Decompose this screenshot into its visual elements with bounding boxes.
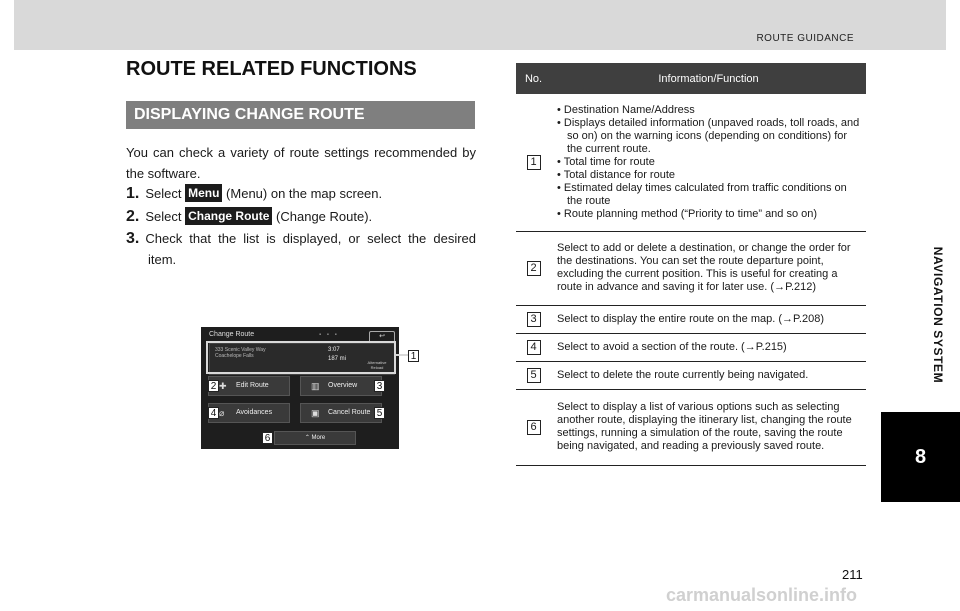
row-text: Select to display the entire route on the map. (→P.208): [551, 305, 866, 333]
row-text: Select to add or delete a destination, or change the order for the destinations. You can set the route departure point, excluding the current position. This is useful for creating a route in advance and saving it for later use. (→P.212): [551, 231, 866, 305]
section-subtitle: DISPLAYING CHANGE ROUTE: [126, 101, 475, 129]
button-label: Overview: [328, 382, 358, 389]
chapter-tab: [881, 50, 960, 611]
more-button[interactable]: ⌃ More: [274, 431, 356, 445]
table-row: [516, 333, 866, 361]
list-item: • Displays detailed information (unpaved roads, toll roads, and so on) on the warning icons (depending on conditions) for the current route.: [557, 117, 860, 156]
status-icons: ▪ ▪ ▪: [319, 332, 339, 338]
step-text: Select: [145, 186, 186, 201]
table-row: [516, 94, 866, 231]
step-2: [126, 206, 476, 227]
row-number: 1: [527, 155, 541, 170]
route-time: 3:07: [328, 347, 340, 353]
callout-6: 6: [262, 432, 273, 444]
function-table: [516, 63, 866, 466]
page-number: 211: [842, 567, 863, 582]
section-header: ROUTE GUIDANCE: [756, 33, 854, 44]
callout-2: 2: [208, 380, 219, 392]
list-item: • Total time for route: [557, 156, 860, 169]
callout-5: 5: [374, 407, 385, 419]
step-text: Select: [145, 209, 186, 224]
table-row: [516, 389, 866, 465]
step-text: (Change Route).: [272, 209, 373, 224]
list-item: • Destination Name/Address: [557, 104, 860, 117]
address-line-2: Coachelope Falls: [215, 353, 254, 359]
info-bullet-list: [557, 104, 860, 221]
overview-button[interactable]: [300, 376, 382, 396]
table-row: [516, 361, 866, 389]
table-row: [516, 231, 866, 305]
callout-3: 3: [374, 380, 385, 392]
row-number: 5: [527, 368, 541, 383]
list-item: • Estimated delay times calculated from traffic conditions on the route: [557, 182, 860, 208]
back-icon[interactable]: ↩: [369, 331, 395, 343]
column-header-no: No.: [516, 63, 551, 94]
map-icon: ▥: [311, 381, 320, 391]
row-text: Select to display a list of various options such as selecting another route, displaying the itinerary list, changing the route settings, running a simulation of the route, saving the route being navigated, and reading a previously saved route.: [551, 389, 866, 465]
step-number: 3.: [126, 230, 140, 247]
row-number: 2: [527, 261, 541, 276]
button-label: Edit Route: [236, 382, 269, 389]
header-bar: [14, 0, 946, 50]
column-header-info: Information/Function: [551, 63, 866, 94]
address-line-1: 333 Scenic Valley Way: [215, 347, 266, 353]
button-label: More: [311, 435, 326, 441]
callout-4: 4: [208, 407, 219, 419]
intro-text: You can check a variety of route settings recommended by the software.: [126, 145, 476, 181]
edit-route-icon: ✚: [219, 381, 227, 391]
page-title: ROUTE RELATED FUNCTIONS: [126, 58, 417, 80]
step-text: Check that the list is displayed, or select the desired item.: [145, 231, 476, 267]
list-item: • Total distance for route: [557, 169, 860, 182]
cancel-route-button[interactable]: [300, 403, 382, 423]
change-route-badge: Change Route: [185, 207, 272, 225]
step-number: 2.: [126, 208, 140, 225]
step-3: [126, 228, 476, 270]
watermark: carmanualsonline.info: [666, 585, 858, 605]
route-distance: 187 mi: [328, 356, 347, 362]
row-number: 3: [527, 312, 541, 327]
alternative-label: Alternative Reload: [367, 360, 387, 370]
button-label: Cancel Route: [328, 409, 371, 416]
chapter-number: 8: [881, 412, 960, 502]
row-number: 4: [527, 340, 541, 355]
row-number: 6: [527, 420, 541, 435]
step-1: [126, 183, 476, 204]
step-text: (Menu) on the map screen.: [222, 186, 383, 201]
list-item: • Route planning method (“Priority to time” and so on): [557, 208, 860, 221]
table-row: [516, 305, 866, 333]
table-header-row: [516, 63, 866, 94]
chapter-title: NAVIGATION SYSTEM: [931, 246, 945, 384]
route-info-highlight: [206, 341, 396, 374]
callout-1: 1: [408, 350, 419, 362]
step-number: 1.: [126, 185, 140, 202]
screen-heading: Change Route: [209, 331, 255, 338]
menu-badge: Menu: [185, 184, 222, 202]
button-label: Avoidances: [236, 409, 273, 416]
row-text: Select to avoid a section of the route. (→P.215): [551, 333, 866, 361]
avoidances-button[interactable]: [208, 403, 290, 423]
avoid-icon: ⌀: [219, 408, 225, 418]
row-text: Select to delete the route currently being navigated.: [551, 361, 866, 389]
cancel-icon: ▣: [311, 408, 320, 418]
edit-route-button[interactable]: [208, 376, 290, 396]
